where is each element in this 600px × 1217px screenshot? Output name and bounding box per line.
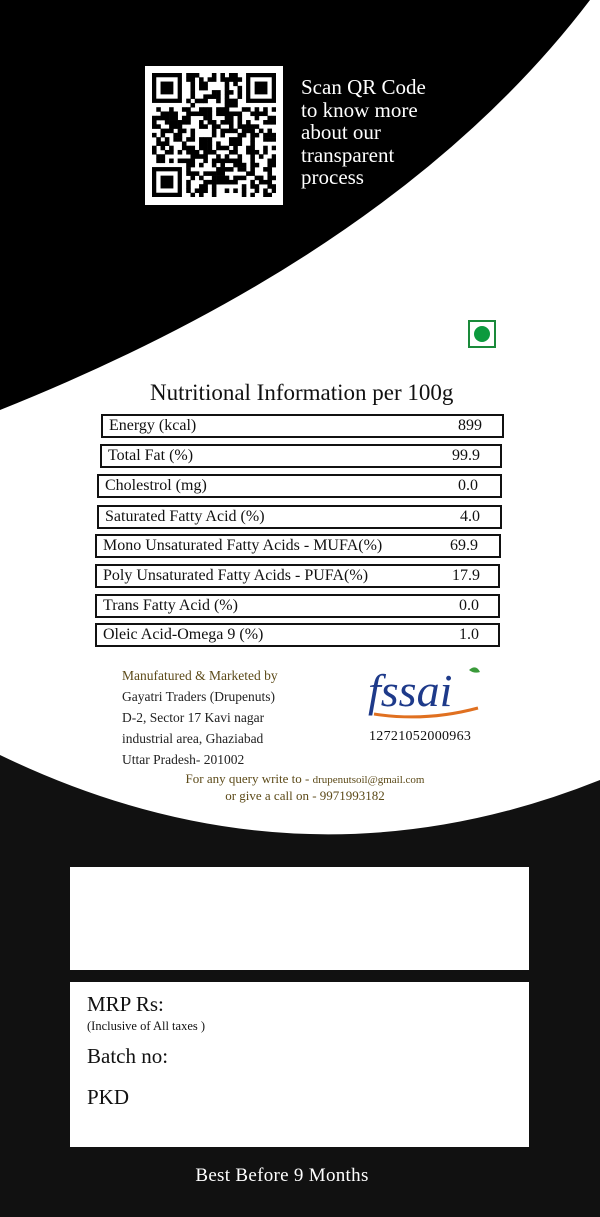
qr-caption-line: transparent (301, 142, 395, 167)
nutrient-label: Poly Unsaturated Fatty Acids - PUFA(%) (103, 567, 369, 584)
nutrient-value: 17.9 (452, 567, 480, 584)
mrp-label: MRP Rs: (87, 992, 164, 1016)
pkd-label: PKD (87, 1085, 130, 1109)
nutrition-row (97, 505, 502, 529)
qr-caption (301, 76, 471, 189)
manufacturer-heading: Manufatured & Marketed by (122, 668, 278, 683)
nutrition-row (95, 534, 501, 558)
manufacturer-line: Uttar Pradesh- 201002 (122, 752, 245, 767)
best-before-text: Best Before 9 Months (195, 1165, 369, 1186)
contact-info (120, 771, 490, 804)
fssai-license-number: 12721052000963 (369, 729, 472, 744)
blank-label-area (70, 867, 529, 970)
batch-label: Batch no: (87, 1044, 169, 1068)
contact-email[interactable]: drupenutsoil@gmail.com (312, 774, 425, 786)
nutrition-row (97, 474, 502, 498)
qr-code-pattern (152, 73, 276, 197)
query-line (120, 771, 490, 788)
fssai-logo-icon (366, 662, 486, 724)
nutrition-row (100, 444, 502, 468)
nutrient-label: Mono Unsaturated Fatty Acids - MUFA(%) (103, 537, 383, 554)
nutrition-row (95, 594, 500, 618)
mrp-tax-note: (Inclusive of All taxes ) (87, 1019, 206, 1033)
price-batch-box (70, 982, 529, 1147)
manufacturer-info (122, 665, 278, 770)
fssai-logo-text: fssai (368, 665, 453, 716)
nutrition-row (95, 564, 500, 588)
nutrient-value: 0.0 (459, 597, 479, 614)
veg-mark-dot (474, 326, 490, 342)
nutrition-row (101, 414, 504, 438)
nutrient-value: 0.0 (458, 477, 478, 494)
nutrient-label: Total Fat (%) (108, 447, 194, 464)
nutrition-row (95, 623, 500, 647)
nutrient-value: 1.0 (459, 626, 479, 643)
nutrition-title: Nutritional Information per 100g (150, 380, 454, 405)
nutrient-value: 99.9 (452, 447, 480, 464)
nutrient-label: Cholestrol (mg) (105, 477, 207, 494)
nutrient-label: Energy (kcal) (109, 417, 197, 434)
contact-phone[interactable]: or give a call on - 9971993182 (225, 788, 385, 803)
qr-code[interactable] (145, 66, 283, 205)
nutrient-value: 4.0 (460, 508, 480, 525)
nutrient-value: 69.9 (450, 537, 478, 554)
query-prefix: For any query write to - (185, 771, 313, 786)
veg-mark-icon (468, 320, 496, 348)
qr-caption-line: about our (301, 120, 381, 144)
manufacturer-line: Gayatri Traders (Drupenuts) (122, 689, 275, 704)
qr-caption-line: process (301, 165, 364, 189)
manufacturer-line: D-2, Sector 17 Kavi nagar (122, 710, 265, 725)
nutrient-label: Trans Fatty Acid (%) (103, 597, 238, 614)
nutrient-label: Saturated Fatty Acid (%) (105, 508, 265, 525)
qr-caption-line: to know more (301, 97, 418, 122)
qr-caption-line: Scan QR Code (301, 75, 426, 99)
nutrient-value: 899 (458, 417, 482, 434)
manufacturer-line: industrial area, Ghaziabad (122, 731, 264, 746)
nutrient-label: Oleic Acid-Omega 9 (%) (103, 626, 264, 643)
